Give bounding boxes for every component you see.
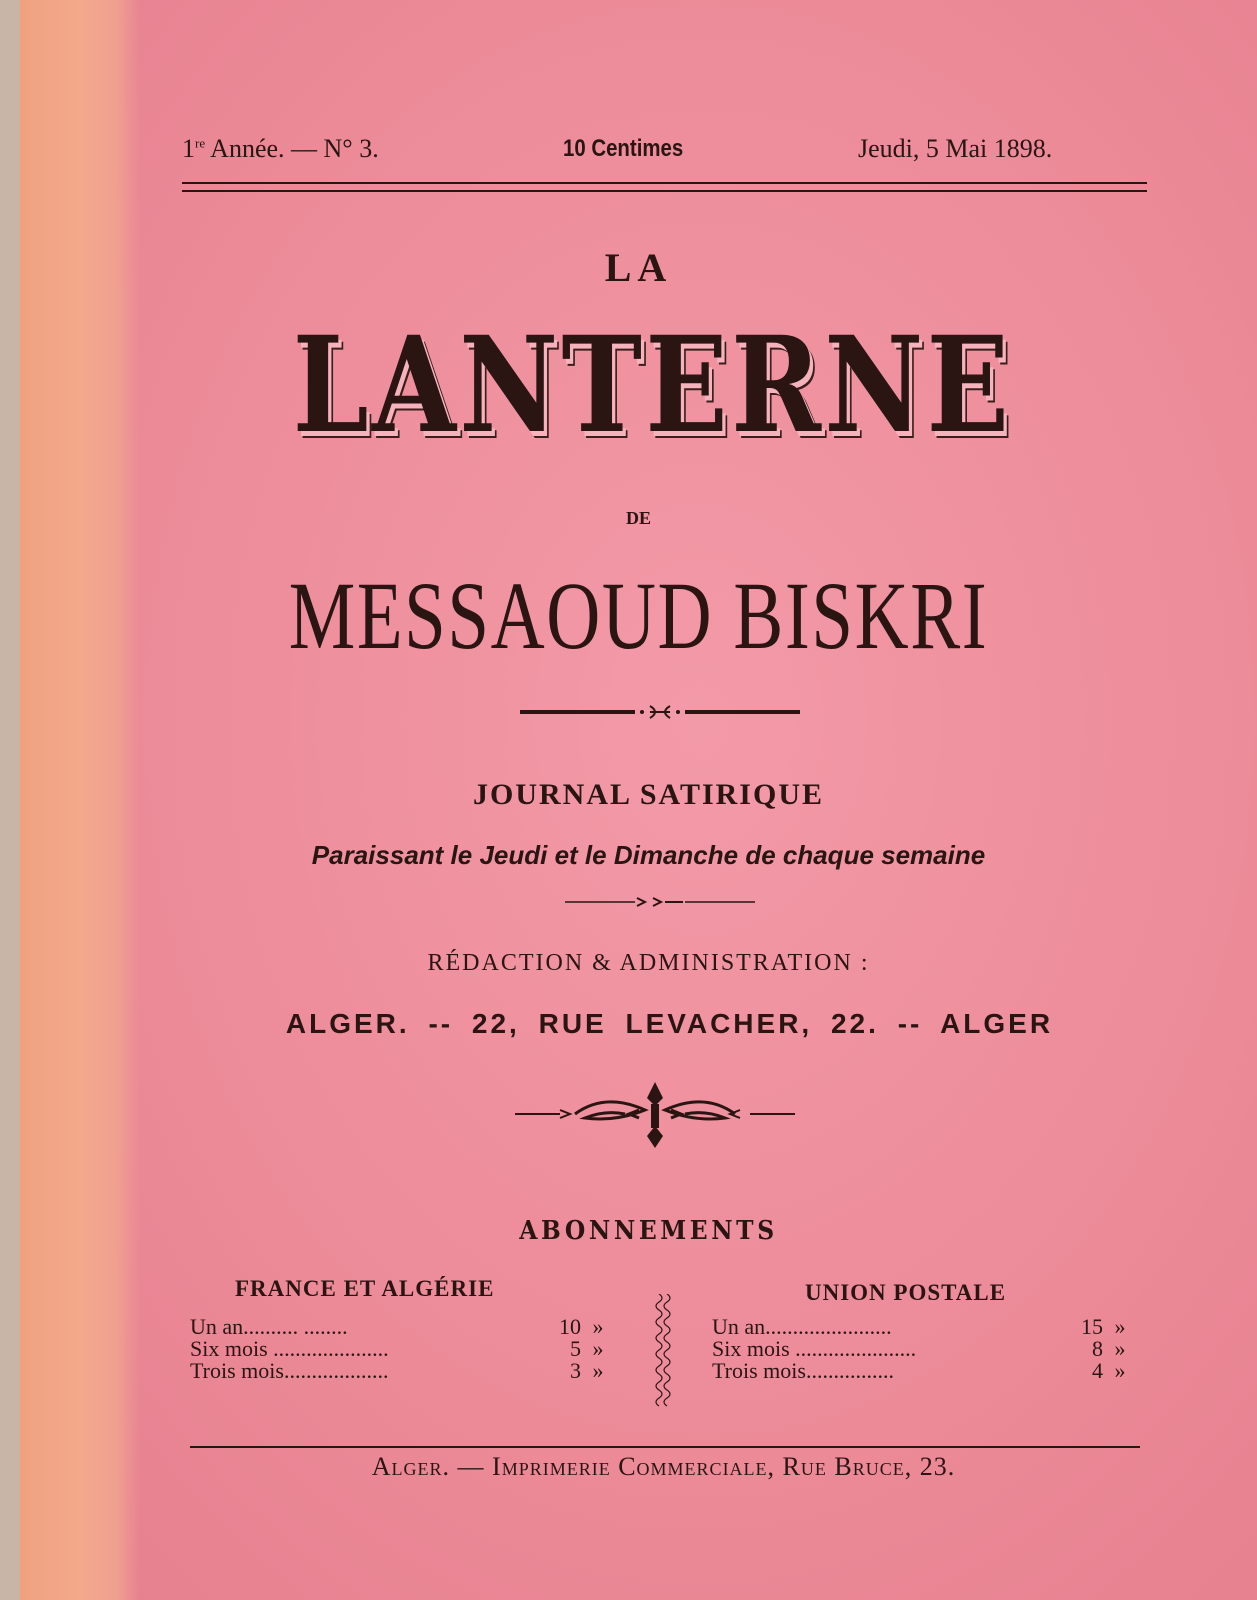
rate-mark: » bbox=[1114, 1314, 1126, 1339]
masthead-subtitle: MESSAOUD BISKRI bbox=[288, 562, 989, 669]
rate-mark: » bbox=[1114, 1336, 1126, 1361]
rate-row bbox=[190, 1338, 615, 1360]
rate-value: 15 bbox=[1081, 1314, 1103, 1339]
rate-label: Six mois ...................... bbox=[712, 1338, 917, 1360]
rate-value: 8 bbox=[1092, 1336, 1103, 1361]
rate-row bbox=[190, 1316, 615, 1338]
rate-mark: » bbox=[592, 1358, 604, 1383]
journal-kind: JOURNAL SATIRIQUE bbox=[472, 778, 824, 811]
union-rates-list bbox=[712, 1316, 1137, 1382]
issue-ordinal: 1 bbox=[182, 134, 195, 163]
fleuron-ornament bbox=[515, 1080, 795, 1150]
rate-label: Un an....................... bbox=[712, 1316, 892, 1338]
france-rates-list bbox=[190, 1316, 615, 1382]
rate-value: 4 bbox=[1092, 1358, 1103, 1383]
rate-mark: » bbox=[592, 1314, 604, 1339]
rate-label: Trois mois................... bbox=[190, 1360, 389, 1382]
masthead-title: LANTERNE bbox=[292, 308, 1013, 463]
rate-label: Un an.......... ........ bbox=[190, 1316, 348, 1338]
rate-row bbox=[712, 1316, 1137, 1338]
office-address: ALGER. -- 22, RUE LEVACHER, 22. -- ALGER bbox=[285, 1008, 1054, 1039]
issue-ordinal-suffix: re bbox=[195, 135, 206, 151]
issue-price: 10 Centimes bbox=[563, 135, 684, 162]
rate-mark: » bbox=[1114, 1358, 1126, 1383]
subscriptions-heading: ABONNEMENTS bbox=[519, 1216, 778, 1246]
ornament-divider bbox=[520, 700, 800, 724]
rate-mark: » bbox=[592, 1336, 604, 1361]
footer-rule bbox=[190, 1446, 1140, 1448]
column-separator bbox=[653, 1294, 673, 1410]
rate-value: 3 bbox=[570, 1358, 581, 1383]
rate-row bbox=[190, 1360, 615, 1382]
small-ornament-divider bbox=[565, 892, 755, 912]
issue-number bbox=[182, 134, 379, 164]
publication-schedule: Paraissant le Jeudi et le Dimanche de chaque semaine bbox=[311, 840, 986, 870]
masthead-article: LA bbox=[604, 245, 673, 290]
union-postale-title: UNION POSTALE bbox=[805, 1280, 1007, 1305]
journal-cover bbox=[20, 0, 1257, 1600]
rate-label: Trois mois................ bbox=[712, 1360, 894, 1382]
rate-label: Six mois ..................... bbox=[190, 1338, 389, 1360]
office-label: RÉDACTION & ADMINISTRATION : bbox=[427, 950, 870, 976]
rate-value: 10 bbox=[559, 1314, 581, 1339]
rate-row bbox=[712, 1360, 1137, 1382]
header-double-rule bbox=[182, 182, 1147, 192]
rate-row bbox=[712, 1338, 1137, 1360]
france-algerie-title: FRANCE ET ALGÉRIE bbox=[235, 1276, 495, 1301]
printer-imprint: Alger. — Imprimerie Commerciale, Rue Bruce, 23. bbox=[371, 1452, 956, 1481]
issue-label: Année. — N° 3. bbox=[205, 134, 379, 163]
masthead-connector: DE bbox=[625, 508, 651, 528]
rate-value: 5 bbox=[570, 1336, 581, 1361]
issue-date: Jeudi, 5 Mai 1898. bbox=[858, 134, 1053, 163]
